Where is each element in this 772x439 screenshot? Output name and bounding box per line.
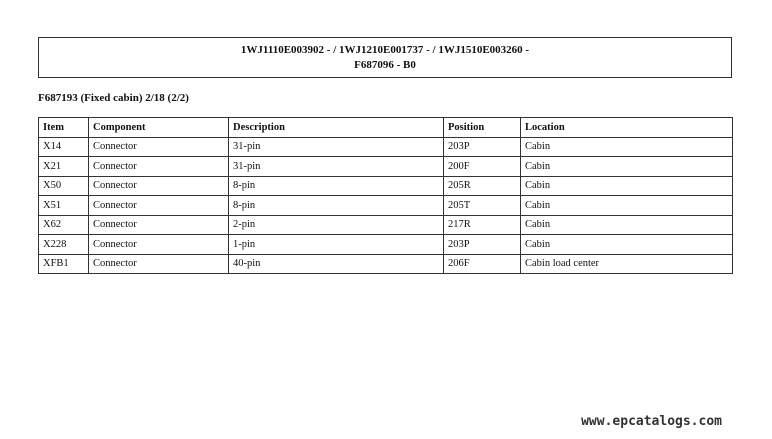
cell-position: 203P <box>444 137 521 157</box>
column-header-location: Location <box>521 118 733 138</box>
cell-location: Cabin <box>521 196 733 216</box>
cell-location: Cabin <box>521 157 733 177</box>
column-header-description: Description <box>229 118 444 138</box>
cell-component: Connector <box>89 196 229 216</box>
parts-table <box>38 117 733 274</box>
cell-location: Cabin <box>521 215 733 235</box>
cell-location: Cabin <box>521 176 733 196</box>
header-line-1: 1WJ1110E003902 - / 1WJ1210E001737 - / 1WJ1510E003260 - <box>240 43 530 56</box>
table-row <box>39 215 733 235</box>
cell-item: X21 <box>39 157 89 177</box>
cell-position: 205T <box>444 196 521 216</box>
table-row <box>39 157 733 177</box>
column-header-position: Position <box>444 118 521 138</box>
column-header-component: Component <box>89 118 229 138</box>
cell-description: 2-pin <box>229 215 444 235</box>
cell-component: Connector <box>89 254 229 274</box>
cell-description: 8-pin <box>229 176 444 196</box>
header-line-2: F687096 - B0 <box>354 58 416 71</box>
table-header-row <box>39 118 733 138</box>
cell-location: Cabin load center <box>521 254 733 274</box>
column-header-item: Item <box>39 118 89 138</box>
cell-item: XFB1 <box>39 254 89 274</box>
section-title: F687193 (Fixed cabin) 2/18 (2/2) <box>38 92 189 104</box>
table-row <box>39 254 733 274</box>
cell-position: 206F <box>444 254 521 274</box>
cell-component: Connector <box>89 137 229 157</box>
cell-item: X51 <box>39 196 89 216</box>
cell-description: 31-pin <box>229 157 444 177</box>
table-row <box>39 137 733 157</box>
cell-item: X14 <box>39 137 89 157</box>
cell-description: 8-pin <box>229 196 444 216</box>
cell-item: X50 <box>39 176 89 196</box>
cell-component: Connector <box>89 176 229 196</box>
cell-item: X62 <box>39 215 89 235</box>
cell-description: 1-pin <box>229 235 444 255</box>
cell-position: 203P <box>444 235 521 255</box>
table-row <box>39 176 733 196</box>
cell-position: 217R <box>444 215 521 235</box>
cell-description: 31-pin <box>229 137 444 157</box>
cell-component: Connector <box>89 157 229 177</box>
cell-position: 205R <box>444 176 521 196</box>
cell-description: 40-pin <box>229 254 444 274</box>
cell-location: Cabin <box>521 235 733 255</box>
cell-item: X228 <box>39 235 89 255</box>
document-header <box>38 37 732 78</box>
cell-location: Cabin <box>521 137 733 157</box>
table-row <box>39 196 733 216</box>
cell-component: Connector <box>89 235 229 255</box>
table-row <box>39 235 733 255</box>
cell-position: 200F <box>444 157 521 177</box>
cell-component: Connector <box>89 215 229 235</box>
watermark: www.epcatalogs.com <box>581 414 722 429</box>
